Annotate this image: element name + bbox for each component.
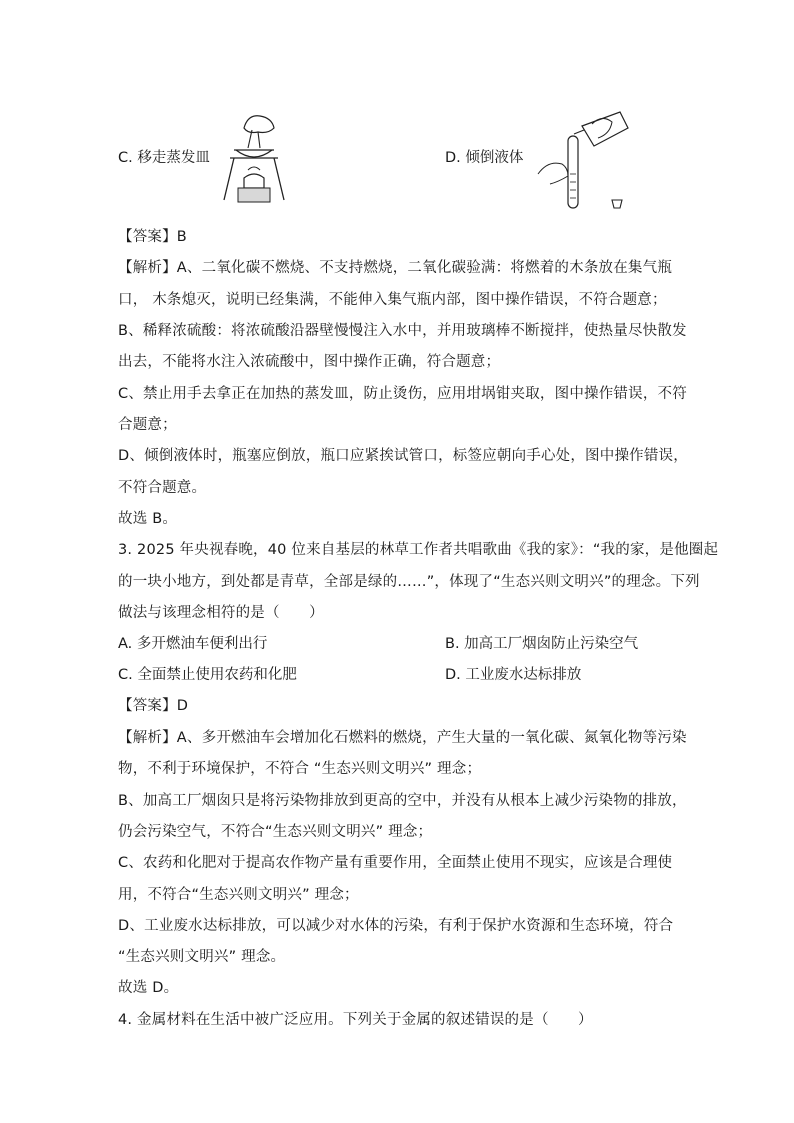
analysis-3-line-4: 仍会污染空气，不符合“生态兴则文明兴” 理念；	[118, 824, 433, 840]
answer-2: 【答案】B	[118, 229, 187, 245]
analysis-2-line-6: 合题意；	[118, 417, 177, 433]
analysis-3-line-1: 【解析】A、多开燃油车会增加化石燃料的燃烧，产生大量的一氧化碳、氮氧化物等污染	[118, 730, 687, 746]
analysis-2-line-7: D、倾倒液体时，瓶塞应倒放，瓶口应紧挨试管口，标签应朝向手心处，图中操作错误，	[118, 448, 688, 464]
conclusion-3: 故选 D。	[118, 980, 179, 996]
analysis-2-line-2: 口， 木条熄灭，说明已经集满，不能伸入集气瓶内部，图中操作错误，不符合题意；	[118, 292, 667, 308]
conclusion-2: 故选 B。	[118, 511, 178, 527]
option-b: B. 加高工厂烟囱防止污染空气	[445, 636, 639, 652]
analysis-2-line-1: 【解析】A、二氧化碳不燃烧、不支持燃烧，二氧化碳验满：将燃着的木条放在集气瓶	[118, 260, 673, 276]
question-3-line-3: 做法与该理念相符的是（ ）	[118, 605, 324, 621]
question-3-line-1: 3. 2025 年央视春晚，40 位来自基层的林草工作者共唱歌曲《我的家》：“我的家，是他圈起	[118, 542, 719, 558]
analysis-3-line-6: 用，不符合“生态兴则文明兴” 理念；	[118, 887, 359, 903]
option-d: D. 工业废水达标排放	[445, 667, 582, 683]
option-c-label: C. 移走蒸发皿	[118, 150, 210, 166]
option-c: C. 全面禁止使用农药和化肥	[118, 667, 297, 683]
option-a: A. 多开燃油车便利出行	[118, 636, 268, 652]
pouring-liquid-figure	[532, 104, 636, 216]
analysis-2-line-3: B、稀释浓硫酸：将浓硫酸沿器壁慢慢注入水中，并用玻璃棒不断搅拌，使热量尽快散发	[118, 323, 687, 339]
question-3-line-2: 的一块小地方，到处都是青草，全部是绿的……”，体现了“生态兴则文明兴”的理念。下列	[118, 574, 700, 590]
question-4-line-1: 4. 金属材料在生活中被广泛应用。下列关于金属的叙述错误的是（ ）	[118, 1012, 593, 1028]
evaporating-dish-figure	[218, 108, 290, 206]
answer-3: 【答案】D	[118, 698, 189, 714]
analysis-3-line-8: “生态兴则文明兴” 理念。	[118, 949, 286, 965]
analysis-3-line-2: 物，不利于环境保护，不符合 “生态兴则文明兴” 理念；	[118, 761, 482, 777]
analysis-3-line-3: B、加高工厂烟囱只是将污染物排放到更高的空中，并没有从根本上减少污染物的排放，	[118, 793, 687, 809]
analysis-2-line-5: C、禁止用手去拿正在加热的蒸发皿，防止烫伤，应用坩埚钳夹取，图中操作错误，不符	[118, 386, 687, 402]
option-d-label: D. 倾倒液体	[445, 150, 524, 166]
analysis-3-line-5: C、农药和化肥对于提高农作物产量有重要作用，全面禁止使用不现实，应该是合理使	[118, 855, 673, 871]
analysis-3-line-7: D、工业废水达标排放，可以减少对水体的污染，有利于保护水资源和生态环境，符合	[118, 918, 674, 934]
analysis-2-line-4: 出去，不能将水注入浓硫酸中，图中操作正确，符合题意；	[118, 354, 501, 370]
analysis-2-line-8: 不符合题意。	[118, 480, 207, 496]
